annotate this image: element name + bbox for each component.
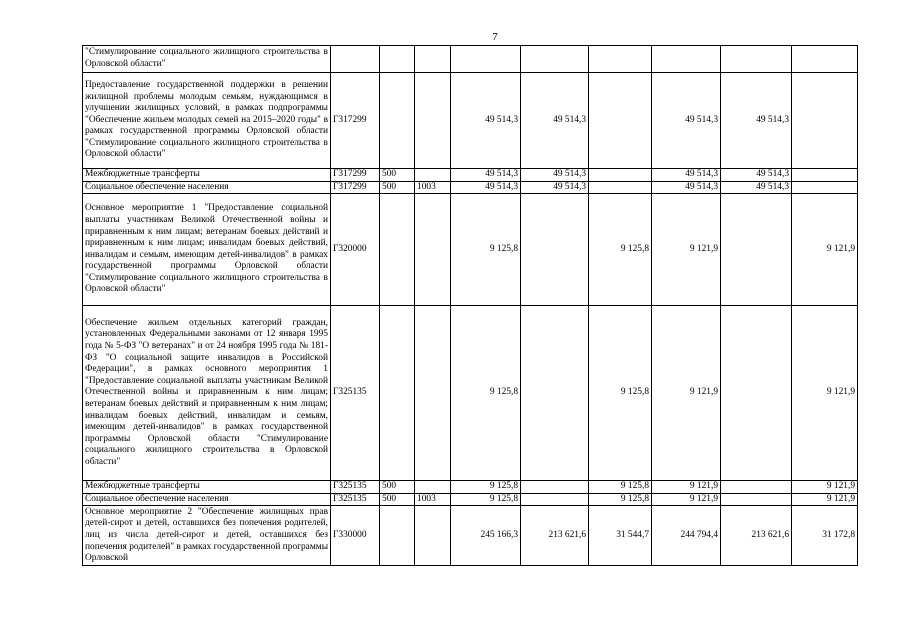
amount-cell: 213 621,6 [521,506,589,566]
table-row [83,169,858,182]
expense-type-code [380,306,415,481]
amount-cell [721,194,792,306]
amount-cell: 9 121,9 [792,481,858,494]
amount-cell [792,169,858,182]
amount-cell [792,46,858,73]
amount-cell: 9 121,9 [652,493,721,506]
section-code: 1003 [415,181,451,194]
row-description: Предоставление государственной поддержки в решении жилищной проблемы молодым семьям, нуждающимся в улучшении жилищных условий, в рамках подпрограммы "Обеспечение жильем молодых семей на 2015–2020 годы" в рамках государственной программы Орловской области "Стимулирование социального жилищного строительства в Орловской области" [83,73,331,169]
amount-cell: 244 794,4 [652,506,721,566]
amount-cell [721,46,792,73]
target-article-code: Г317299 [331,169,380,182]
amount-cell: 9 125,8 [589,493,652,506]
amount-cell: 9 121,9 [792,306,858,481]
amount-cell: 49 514,3 [721,169,792,182]
amount-cell: 49 514,3 [652,169,721,182]
expense-type-code [380,194,415,306]
table-row [83,493,858,506]
target-article-code: Г317299 [331,181,380,194]
amount-cell [652,46,721,73]
table-row [83,73,858,169]
amount-cell: 31 544,7 [589,506,652,566]
target-article-code: Г325135 [331,493,380,506]
row-description: Обеспечение жильем отдельных категорий граждан, установленных Федеральными законами от 12 января 1995 года № 5-ФЗ "О ветеранах" и от 24 ноября 1995 года № 181-ФЗ "О социальной защите инвалидов в Российской Федерации", в рамках основного мероприятия 1 "Предоставление социальной выплаты участникам Великой Отечественной войны и приравненным к ним лицам; ветеранам боевых действий и приравненным к ним лицам; инвалидам боевых действий, инвалидам и семьям, имеющим детей-инвалидов" в рамках государственной программы Орловской области "Стимулирование социального жилищного строительства в Орловской области" [83,306,331,481]
amount-cell: 9 121,9 [652,306,721,481]
amount-cell [589,169,652,182]
amount-cell: 9 125,8 [451,481,521,494]
amount-cell [521,493,589,506]
row-description: Социальное обеспечение населения [83,181,331,194]
amount-cell [721,306,792,481]
amount-cell: 49 514,3 [721,73,792,169]
target-article-code: Г317299 [331,73,380,169]
amount-cell: 9 121,9 [652,194,721,306]
section-code [415,506,451,566]
amount-cell [792,73,858,169]
row-description: Основное мероприятие 1 "Предоставление социальной выплаты участникам Великой Отечественной войны и приравненным к ним лицам; ветеранам боевых действий и приравненным к ним лицам; инвалидам боевых действий, инвалидам и семьям, имеющим детей-инвалидов" в рамках государственной программы Орловской области "Стимулирование социального жилищного строительства в Орловской области" [83,194,331,306]
amount-cell: 9 125,8 [451,493,521,506]
target-article-code: Г320000 [331,194,380,306]
amount-cell: 31 172,8 [792,506,858,566]
amount-cell: 49 514,3 [652,181,721,194]
amount-cell [521,306,589,481]
section-code [415,481,451,494]
row-description: Социальное обеспечение населения [83,493,331,506]
amount-cell: 49 514,3 [521,181,589,194]
amount-cell [521,481,589,494]
amount-cell [521,46,589,73]
amount-cell [451,46,521,73]
amount-cell [589,46,652,73]
amount-cell [792,181,858,194]
expense-type-code: 500 [380,481,415,494]
row-description: Межбюджетные трансферты [83,481,331,494]
section-code [415,306,451,481]
target-article-code: Г325135 [331,306,380,481]
expense-type-code: 500 [380,181,415,194]
expense-type-code [380,46,415,73]
page-number: 7 [492,31,498,43]
amount-cell [721,481,792,494]
expense-type-code: 500 [380,493,415,506]
amount-cell: 49 514,3 [721,181,792,194]
amount-cell: 9 125,8 [451,194,521,306]
amount-cell [589,73,652,169]
section-code [415,73,451,169]
amount-cell: 9 125,8 [589,481,652,494]
table-row [83,194,858,306]
amount-cell: 49 514,3 [451,169,521,182]
target-article-code: Г325135 [331,481,380,494]
row-description: "Стимулирование социального жилищного строительства в Орловской области" [83,46,331,73]
section-code [415,46,451,73]
amount-cell [589,181,652,194]
amount-cell: 9 125,8 [589,306,652,481]
table-row [83,481,858,494]
amount-cell [721,493,792,506]
expense-type-code [380,506,415,566]
amount-cell: 9 121,9 [652,481,721,494]
table-row [83,181,858,194]
table-row [83,506,858,566]
amount-cell: 245 166,3 [451,506,521,566]
expense-type-code [380,73,415,169]
amount-cell: 9 121,9 [792,493,858,506]
amount-cell: 49 514,3 [451,73,521,169]
section-code [415,194,451,306]
amount-cell: 49 514,3 [451,181,521,194]
amount-cell: 49 514,3 [521,73,589,169]
amount-cell [521,194,589,306]
section-code: 1003 [415,493,451,506]
amount-cell: 49 514,3 [652,73,721,169]
row-description: Межбюджетные трансферты [83,169,331,182]
table-row [83,46,858,73]
row-description: Основное мероприятие 2 "Обеспечение жилищных прав детей-сирот и детей, оставшихся без попечения родителей, лиц из числа детей-сирот и детей, оставшихся без попечения родителей" в рамках государственной программы Орловской [83,506,331,566]
table-row [83,306,858,481]
target-article-code: Г330000 [331,506,380,566]
budget-table [82,45,858,566]
amount-cell: 9 125,8 [451,306,521,481]
expense-type-code: 500 [380,169,415,182]
section-code [415,169,451,182]
amount-cell: 213 621,6 [721,506,792,566]
amount-cell: 9 121,9 [792,194,858,306]
amount-cell: 49 514,3 [521,169,589,182]
target-article-code [331,46,380,73]
amount-cell: 9 125,8 [589,194,652,306]
